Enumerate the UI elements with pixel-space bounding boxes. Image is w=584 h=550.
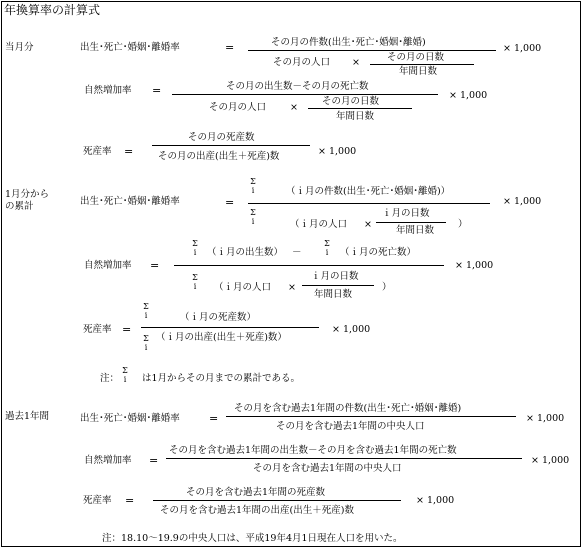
cumulative-note: は1月からその月までの累計である。: [142, 373, 301, 384]
page-title: 年換算率の計算式: [4, 3, 101, 17]
numerator: その月を含む過去1年間の死産数: [186, 487, 326, 498]
sub-fraction-bar: [376, 222, 446, 223]
equals-sign: =: [225, 41, 235, 54]
fraction-bar: [152, 145, 310, 146]
denominator-population: （ｉ月の人口: [214, 282, 272, 293]
fraction-bar: [141, 327, 319, 328]
section-label-past-year: 過去1年間: [5, 411, 50, 422]
equals-sign: =: [124, 145, 134, 158]
sigma-symbol: Σ i: [192, 239, 198, 257]
sigma-symbol: Σ i: [122, 366, 128, 384]
numerator: （ｉ月の死産数）: [180, 312, 257, 323]
fraction-bar: [248, 50, 496, 51]
rate-label-stillbirth: 死産率: [83, 324, 112, 335]
denominator-population: （ｉ月の人口: [290, 219, 348, 230]
multiplier: × 1,000: [332, 324, 371, 335]
sub-numerator: その月の日数: [387, 52, 445, 63]
sub-denominator: 年間日数: [396, 225, 435, 236]
numerator: その月の件数(出生･死亡･婚姻･離婚): [271, 37, 426, 48]
section-label-cumulative-2: の累計: [5, 201, 34, 212]
denominator-population: その月の人口: [209, 102, 267, 113]
numerator-births: （ｉ月の出生数）: [207, 247, 284, 258]
numerator: その月を含む過去1年間の出生数－その月を含む過去1年間の死亡数: [169, 445, 457, 456]
numerator: その月を含む過去1年間の件数(出生･死亡･婚姻･離婚): [234, 403, 462, 414]
sigma-symbol: Σ i: [192, 273, 198, 291]
numerator: その月の死産数: [188, 132, 255, 143]
sub-denominator: 年間日数: [314, 289, 353, 300]
sub-numerator: その月の日数: [322, 96, 380, 107]
multiplier: × 1,000: [503, 43, 542, 54]
sub-fraction-bar: [308, 108, 412, 109]
multiplier: × 1,000: [503, 196, 542, 207]
rate-label-stillbirth: 死産率: [83, 146, 112, 157]
equals-sign: =: [209, 412, 219, 425]
sub-denominator: 年間日数: [336, 111, 375, 122]
minus-sign: －: [292, 247, 302, 258]
sigma-symbol: Σ i: [143, 334, 149, 352]
times-sign: ×: [352, 57, 360, 68]
sigma-symbol: Σ i: [324, 239, 330, 257]
multiplier: × 1,000: [526, 413, 565, 424]
rate-label-events: 出生･死亡･婚姻･離婚率: [80, 196, 180, 207]
sub-fraction-bar: [302, 285, 374, 286]
rate-label-natural-increase: 自然増加率: [84, 455, 132, 466]
sub-numerator: ｉ月の日数: [382, 208, 430, 219]
numerator: （ｉ月の件数(出生･死亡･婚姻･離婚)）: [286, 186, 451, 197]
close-paren: ）: [458, 219, 468, 230]
sub-fraction-bar: [370, 64, 474, 65]
sub-denominator: 年間日数: [399, 66, 438, 77]
multiplier: × 1,000: [416, 495, 455, 506]
sigma-symbol: Σ i: [250, 177, 256, 195]
denominator-population: その月の人口: [273, 57, 331, 68]
rate-label-stillbirth: 死産率: [83, 495, 112, 506]
equals-sign: =: [225, 196, 235, 209]
fraction-bar: [172, 94, 438, 95]
times-sign: ×: [290, 102, 298, 113]
fraction-bar: [248, 203, 490, 204]
rate-label-natural-increase: 自然増加率: [84, 85, 132, 96]
equals-sign: =: [125, 494, 135, 507]
sigma-symbol: Σ i: [143, 302, 149, 320]
sigma-symbol: Σ i: [250, 208, 256, 226]
equals-sign: =: [150, 259, 160, 272]
equals-sign: =: [149, 454, 159, 467]
denominator: その月を含む過去1年間の中央人口: [276, 421, 425, 432]
note-prefix: 注：: [100, 373, 120, 384]
fraction-bar: [153, 500, 401, 501]
multiplier: × 1,000: [531, 455, 570, 466]
close-paren: ）: [382, 282, 392, 293]
denominator: その月の出産(出生＋死産)数: [158, 151, 280, 162]
equals-sign: =: [152, 84, 162, 97]
multiplier: × 1,000: [318, 146, 357, 157]
times-sign: ×: [364, 219, 372, 230]
multiplier: × 1,000: [455, 260, 494, 271]
fraction-bar: [174, 265, 444, 266]
denominator: （ｉ月の出産(出生＋死産)数）: [156, 332, 287, 343]
rate-label-events: 出生･死亡･婚姻･離婚率: [80, 413, 180, 424]
sub-numerator: ｉ月の日数: [311, 271, 359, 282]
fraction-bar: [166, 458, 522, 459]
denominator: その月を含む過去1年間の中央人口: [253, 463, 402, 474]
numerator-deaths: （ｉ月の死亡数）: [340, 247, 417, 258]
rate-label-natural-increase: 自然増加率: [84, 260, 132, 271]
rate-label-events: 出生･死亡･婚姻･離婚率: [80, 42, 180, 53]
multiplier: × 1,000: [449, 90, 488, 101]
numerator: その月の出生数－その月の死亡数: [226, 81, 369, 92]
equals-sign: =: [122, 323, 132, 336]
section-label-cumulative-1: 1月分から: [5, 189, 50, 200]
population-note: 注：18.10～19.9の中央人口は、平成19年4月1日現在人口を用いた。: [102, 533, 403, 544]
section-label-current-month: 当月分: [5, 42, 34, 53]
denominator: その月を含む過去1年間の出産(出生＋死産)数: [160, 505, 354, 516]
fraction-bar: [226, 416, 516, 417]
times-sign: ×: [288, 282, 296, 293]
